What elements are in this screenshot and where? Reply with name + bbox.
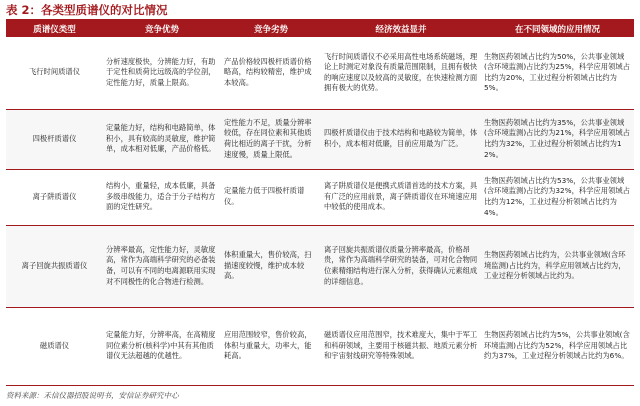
row-disadvantage: 定量能力低于四极杆质谱仪。 (221, 169, 321, 225)
header-disadvantage: 竞争劣势 (221, 21, 321, 37)
header-type: 质谱仪类型 (6, 21, 103, 37)
table-title: 表 2：各类型质谱仪的对比情况 (6, 3, 168, 17)
source-note: 资料来源：禾信仪器招股说明书，安信证券研究中心 (6, 391, 179, 400)
row-advantage: 结构小，重量轻，成本低廉，具备多级串级能力，适合于分子结构方面的定性研究。 (103, 169, 221, 225)
row-economic: 磁质谱仪应用范围窄，技术难度大，集中于军工和科研领域，主要用于核磁共振、地质元素分析和宇宙射线研究等特殊领域。 (321, 307, 481, 385)
table-row (6, 169, 634, 225)
row-application: 生物医药领域占比约为5%，公共事业领域(含环境监测)占比约为52%，科学应用领域占比约为37%，工业过程分析领域占比约为6%。 (481, 307, 634, 385)
header-advantage: 竞争优势 (103, 21, 221, 37)
table-row (6, 37, 634, 109)
row-application: 生物医药领域占比约为，公共事业领域(含环境监测)占比约为，科学应用领域占比约为，工业过程分析领域占比约为。 (481, 225, 634, 307)
header-economic: 经济效益显并 (321, 21, 481, 37)
row-application: 生物医药领域占比约为35%，公共事业领域(含环境监测)占比约为21%，科学应用领域占比约为32%，工业过程分析领域占比约为12%。 (481, 109, 634, 169)
row-economic: 四极杆质谱仪由于技术结构和电路较为简单，体积小，成本相对低廉，目前应用最为广泛。 (321, 109, 481, 169)
row-advantage: 分析速度极快，分辨能力好，有助于定性和质荷比远级高的学位剖，定性能力好，质量上限高。 (103, 37, 221, 109)
row-economic: 离子回旋共振质谱仪质量分辨率最高，价格昂贵，常作为高端科学研究的装备，可对化合物同位素精细结构进行深入分析，获得确认元素组成的详细信息。 (321, 225, 481, 307)
row-economic: 离子阱质谱仪是便携式质谱首选的技术方案，具有广泛的应用前景，离子阱质谱仪在环境速应用中较低的使用成本。 (321, 169, 481, 225)
row-application: 生物医药领域占比约为53%，公共事业领域(含环境监测)占比约为32%，科学应用领域占比约为12%，工业过程分析领域占比约为4%。 (481, 169, 634, 225)
row-disadvantage: 产品价格较四极杆质谱价格略高，结构较精密，维护成本较高。 (221, 37, 321, 109)
row-disadvantage: 体积重量大，售价较高，扫描速度较慢，维护成本较高。 (221, 225, 321, 307)
table-row (6, 109, 634, 169)
row-type: 飞行时间质谱仪 (6, 37, 103, 109)
row-economic: 飞行时间质谱仪不必采用高性电场系统磁场，理论上时测定对象没有质量范围限制，且拥有极快的响应速度以及较高的灵敏度，在快速检测方面拥有极大的优势。 (321, 37, 481, 109)
row-type: 四极杆质谱仪 (6, 109, 103, 169)
comparison-table (6, 21, 634, 386)
row-advantage: 分辨率最高，定性能力好，灵敏度高，常作为高端科学研究的必备装备，可以有不同的电离源联用实现对不同极性的化合物进行检测。 (103, 225, 221, 307)
row-type: 磁质谱仪 (6, 307, 103, 385)
row-advantage: 定量能力好，分辨率高，在高精度同位素分析(核科学)中其有其他质谱仪无法超越的优越性。 (103, 307, 221, 385)
table-row (6, 307, 634, 385)
table-header-row (6, 21, 634, 37)
table-row (6, 225, 634, 307)
row-disadvantage: 定性能力不足，质量分辨率较低，存在同位素和其他质荷比相近的离子干扰，分析速度慢，质量上限低。 (221, 109, 321, 169)
row-disadvantage: 应用范围较窄，售价较高，体积与重量大，功率大，能耗高。 (221, 307, 321, 385)
row-application: 生物医药领域占比约为50%，公共事业领域(含环境监测)占比约为25%，科学应用领域占比约为20%，工业过程分析领域占比约为5%。 (481, 37, 634, 109)
row-advantage: 定量能力好，结构和电路简单，体积小，具有较高的灵敏度，维护简单，成本相对低廉，产品价格低。 (103, 109, 221, 169)
row-type: 离子回旋共振质谱仪 (6, 225, 103, 307)
header-application: 在不同领域的应用情况 (481, 21, 634, 37)
row-type: 离子阱质谱仪 (6, 169, 103, 225)
